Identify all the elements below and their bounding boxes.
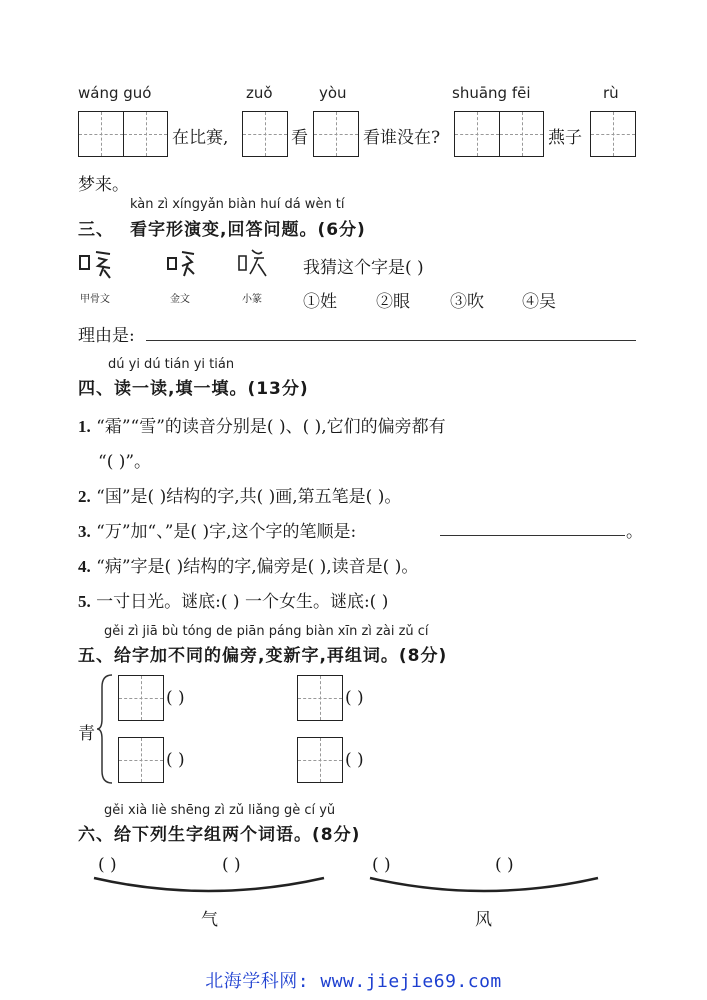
s5-title: 五、给字加不同的偏旁,变新字,再组词。(8分) (78, 646, 448, 666)
feng-word-paren-1[interactable]: ( ) (372, 855, 391, 875)
pinyin-wang-guo: wáng guó (78, 84, 152, 102)
left-brace (96, 673, 114, 785)
label-bronze: 金文 (170, 294, 190, 305)
answer-grid-you[interactable] (313, 111, 359, 157)
row1-text-kanshei: 看谁没在? (363, 128, 441, 148)
seal-glyph (239, 250, 266, 276)
new-char-grid-1[interactable] (118, 675, 164, 721)
s6-pinyin: gěi xià liè shēng zì zǔ liǎng gè cí yǔ (104, 803, 336, 818)
new-char-grid-4[interactable] (297, 737, 343, 783)
item-text: “( )”。 (98, 452, 152, 472)
char-qi: 气 (201, 910, 218, 930)
row1-text-kan: 看 (291, 128, 308, 148)
stroke-order-line[interactable] (440, 535, 625, 536)
bronze-glyph (168, 252, 194, 276)
word-paren-2[interactable]: ( ) (345, 688, 364, 708)
label-seal: 小篆 (242, 294, 262, 305)
s4-item-2 (78, 482, 401, 507)
item-text: “万”加“、”是( )字,这个字的笔顺是: (96, 522, 357, 542)
pinyin-you: yòu (319, 84, 347, 102)
item-text: “国”是( )结构的字,共( )画,第五笔是( )。 (96, 487, 402, 507)
s3-question: 我猜这个字是( ) (303, 258, 424, 278)
s3-number: 三、 (78, 220, 114, 240)
word-paren-3[interactable]: ( ) (166, 750, 185, 770)
qi-arc (94, 878, 324, 891)
item-text: “病”字是( )结构的字,偏旁是( ),读音是( )。 (96, 557, 419, 577)
s4-item-3 (78, 517, 356, 542)
feng-arc (370, 878, 598, 891)
item-number: 5. (78, 592, 91, 611)
new-char-grid-3[interactable] (118, 737, 164, 783)
base-char-qing: 青 (78, 724, 95, 744)
item-text: 一寸日光。谜底:( ) 一个女生。谜底:( ) (96, 592, 389, 612)
s4-item-1 (78, 412, 446, 437)
item-number: 1. (78, 417, 91, 436)
answer-grid-ru[interactable] (590, 111, 636, 157)
qi-word-paren-2[interactable]: ( ) (222, 855, 241, 875)
reason-answer-line[interactable] (146, 340, 636, 341)
ancient-glyphs (76, 246, 306, 286)
item-number: 3. (78, 522, 91, 541)
s3-pinyin: kàn zì xíngyǎn biàn huí dá wèn tí (130, 197, 345, 212)
s4-item-4 (78, 552, 418, 577)
s5-pinyin: gěi zì jiā bù tóng de piān páng biàn xīn zì zài zǔ cí (104, 624, 429, 639)
s4-title: 四、读一读,填一填。(13分) (78, 379, 309, 399)
s4-item-5 (78, 587, 388, 612)
item-text: “霜”“雪”的读音分别是( )、( ),它们的偏旁都有 (96, 417, 446, 437)
qi-word-paren-1[interactable]: ( ) (98, 855, 117, 875)
word-paren-1[interactable]: ( ) (166, 688, 185, 708)
option-4[interactable]: ④吴 (522, 292, 556, 312)
footer-watermark: 北海学科网: www.jiejie69.com (205, 971, 502, 992)
reason-label: 理由是: (78, 326, 135, 346)
new-char-grid-2[interactable] (297, 675, 343, 721)
item-number: 2. (78, 487, 91, 506)
s3-title: 看字形演变,回答问题。(6分) (130, 220, 366, 240)
pinyin-zuo: zuǒ (246, 84, 273, 102)
row1-text-yanzi: 燕子 (548, 128, 582, 148)
pinyin-shuang-fei: shuāng fēi (452, 84, 531, 102)
word-paren-4[interactable]: ( ) (345, 750, 364, 770)
oracle-bone-glyph (80, 252, 110, 278)
option-1[interactable]: ①姓 (303, 292, 337, 312)
answer-grid-wang-guo[interactable] (78, 111, 168, 157)
pinyin-ru: rù (603, 84, 619, 102)
row1-text-bisai: 在比赛, (172, 128, 229, 148)
label-oracle-bone: 甲骨文 (80, 294, 110, 305)
s4-item-1-cont (98, 447, 151, 472)
option-3[interactable]: ③吹 (450, 292, 484, 312)
s6-title: 六、给下列生字组两个词语。(8分) (78, 825, 361, 845)
answer-grid-zuo[interactable] (242, 111, 288, 157)
answer-grid-shuang-fei[interactable] (454, 111, 544, 157)
feng-word-paren-2[interactable]: ( ) (495, 855, 514, 875)
char-feng: 风 (475, 910, 492, 930)
row1-continuation: 梦来。 (78, 175, 129, 195)
option-2[interactable]: ②眼 (376, 292, 410, 312)
s4-pinyin: dú yi dú tián yi tián (108, 357, 235, 372)
word-arcs (90, 870, 610, 910)
item-number: 4. (78, 557, 91, 576)
s4-item-3-end: 。 (626, 522, 643, 542)
